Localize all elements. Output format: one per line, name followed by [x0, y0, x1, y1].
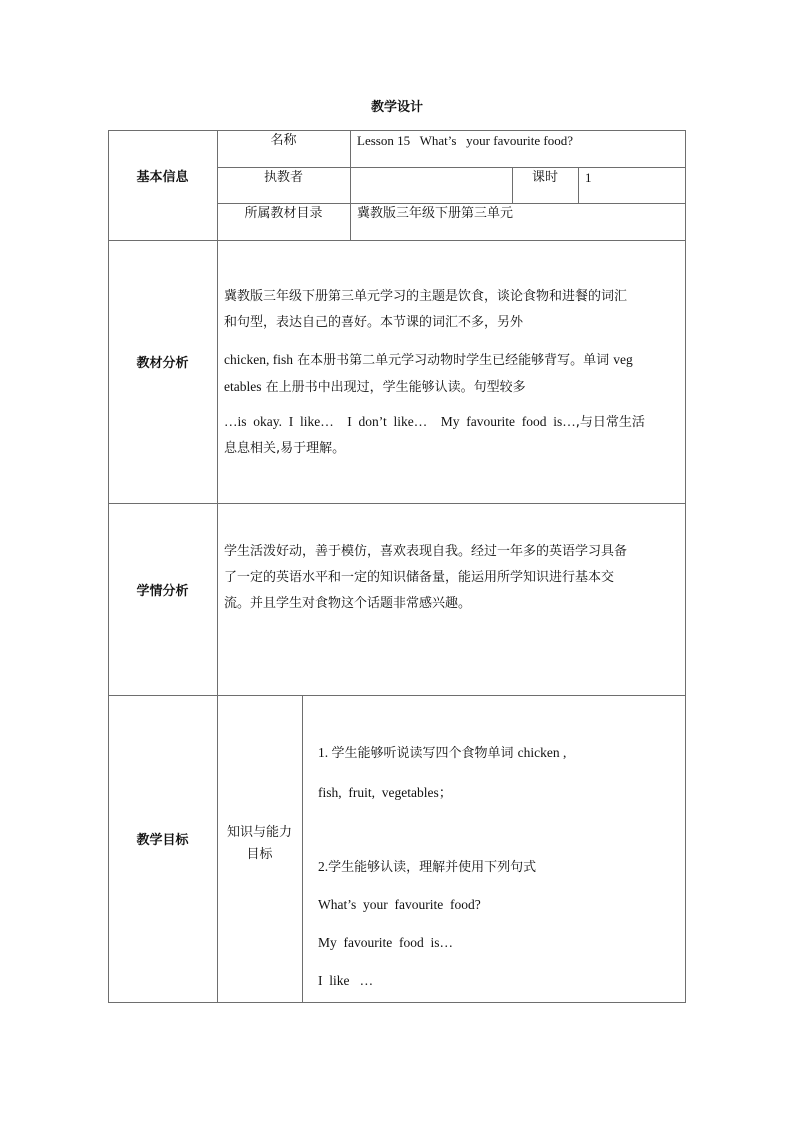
teacher-label: 执教者 [263, 170, 303, 185]
objective-sentence-2: My favourite food is… [318, 935, 453, 950]
learner-line-3: 流。并且学生对食物这个话题非常感兴趣。 [224, 596, 472, 611]
period-value: 1 [585, 170, 592, 185]
sub-label-line-1: 知识与能力 [226, 825, 292, 840]
catalog-label: 所属教材目录 [244, 206, 323, 221]
material-line-4: etables 在上册书中出现过，学生能够认读。句型较多 [224, 379, 526, 395]
name-label: 名称 [270, 133, 297, 148]
learner-analysis-label: 学情分析 [136, 584, 189, 599]
material-line-1: 冀教版三年级下册第三单元学习的主题是饮食，谈论食物和进餐的词汇 [224, 289, 628, 304]
objective-sentence-1: What’s your favourite food? [318, 897, 481, 912]
learner-line-2: 了一定的英语水平和一定的知识储备量，能运用所学知识进行基本交 [224, 570, 615, 585]
material-line-6: 息息相关,易于理解。 [224, 441, 346, 456]
document-title: 教学设计 [370, 100, 423, 115]
period-label: 课时 [531, 170, 558, 185]
basic-info-label: 基本信息 [136, 170, 189, 185]
sub-label-line-2: 目标 [246, 847, 273, 862]
material-line-2: 和句型，表达自己的喜好。本节课的词汇不多，另外 [224, 315, 524, 330]
material-analysis-text-2 [224, 347, 670, 401]
name-value: Lesson 15 What’s your favourite food? [357, 133, 574, 148]
objective-sentence-3: I like … [318, 973, 374, 988]
objective-item-1: 1. 学生能够听说读写四个食物单词 chicken , [318, 745, 567, 761]
knowledge-ability-label [217, 822, 302, 866]
material-line-3: chicken, fish 在本册书第二单元学习动物时学生已经能够背写。单词 veg [224, 352, 633, 368]
objective-item-2: 2.学生能够认读，理解并使用下列句式 [318, 859, 537, 875]
material-analysis-text-3 [224, 409, 670, 462]
material-analysis-label: 教材分析 [136, 356, 189, 371]
catalog-value: 冀教版三年级下册第三单元 [357, 206, 514, 221]
learner-line-1: 学生活泼好动，善于模仿，喜欢表现自我。经过一年多的英语学习具备 [224, 544, 628, 559]
learner-analysis-text [224, 539, 670, 617]
material-line-5: …is okay. I like… I don’t like… My favourite food is…,与日常生活 [224, 414, 645, 430]
objective-item-1-line-2: fish, fruit, vegetables； [318, 785, 453, 800]
teaching-objectives-label: 教学目标 [136, 833, 189, 848]
material-analysis-text [224, 284, 670, 336]
